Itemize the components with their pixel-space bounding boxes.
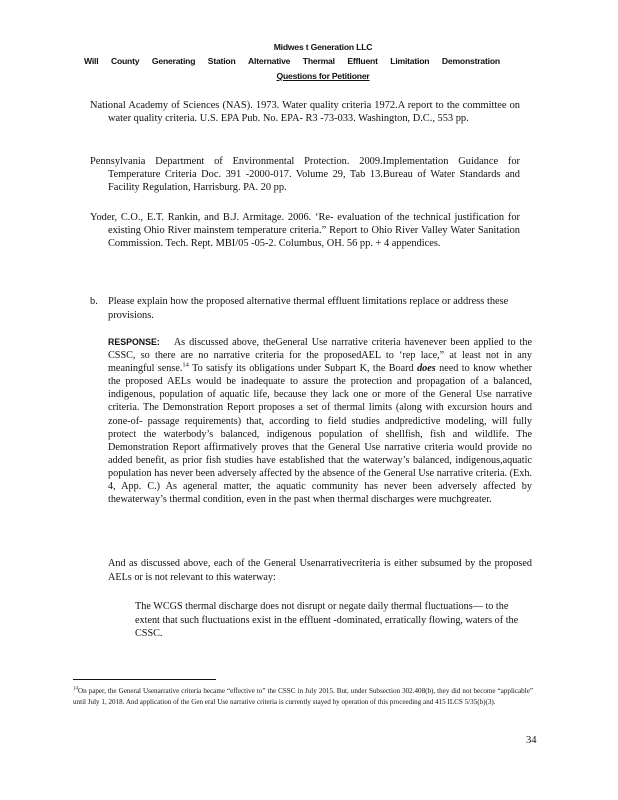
response-label: RESPONSE: (108, 337, 160, 347)
reference-text: Yoder, C.O., E.T. Rankin, and B.J. Armitage. 2006. ‘Re- evaluation of the technical justification for existing Ohio River mainstem temperature criteria.” Report to Ohio River Valley Water Sanitation Commission. Tech. Rept. MBI/05 -05-2. Columbus, OH. 56 pp. + 4 appendices. (90, 212, 520, 249)
subsumed-paragraph: And as discussed above, each of the General Usenarrativecriteria is either subsumed by the proposed AELs or is not relevant to this waterway: (108, 558, 532, 583)
footnote (73, 686, 533, 708)
footnote-number: 14 (73, 686, 78, 692)
bullet-item (118, 600, 532, 641)
header-word: Alternative (248, 56, 291, 66)
question-label: b. (90, 296, 98, 307)
header-word: Station (207, 56, 236, 66)
header-word: Effluent (347, 56, 378, 66)
header-title (0, 56, 618, 66)
response-paragraph (108, 336, 532, 506)
header-word: Will (84, 56, 99, 66)
reference-yoder (90, 211, 520, 250)
footnote-text: On paper, the General Usenarrative criteria became “effective to” the CSSC in July 2015. But, under Subsection 302.408(b), they did not become “applicable” until July 1, 2018. And application of the Gen eral Use narrative criteria is currently stayed by operation of this proceeding and 415 ILCS 5/35(b)(3). (73, 687, 533, 706)
response-text-part2: To satisfy its obligations under Subpart K, the Board (188, 363, 418, 375)
header-subtitle-text: Questions for Petitioner (276, 71, 370, 81)
footnote-reference[interactable]: 14 (182, 361, 189, 369)
response-text-part1: As discussed above, theGeneral Use narrative criteria havenever been applied to the CSSC, so there are no narrative criteria for the proposedAEL to ‘rep lace,” at least not in any meaningful sense. (108, 337, 532, 375)
response-emphasis: does (417, 363, 436, 375)
header-subtitle (0, 71, 618, 81)
header-company: Midwes t Generation LLC (273, 42, 373, 52)
header-word: County (110, 56, 140, 66)
reference-text: National Academy of Sciences (NAS). 1973. Water quality criteria 1972.A report to the committee on water quality criteria. U.S. EPA Pub. No. EPA- R3 -73-033. Washington, D.C., 553 pp. (90, 100, 520, 124)
header-word: Limitation (390, 56, 430, 66)
reference-nas (90, 99, 520, 125)
response-text-part3: need to know whether the proposed AELs would be inadequate to assure the protection and propagation of a balanced, indigenous, population of aquatic life, because they lack one or more of the General Use narrative criteria. The Demonstration Report proposes a set of thermal limits (along with excursion hours and zone-of- passage requirements) that, according to field studies andpredictive modeling, will fully protect the waterbody’s balanced, indigenous population of shellfish, fish and wildlife. The Demonstration Report affirmatively proves that the General Use narrative criteria would provide no added benefit, as prior fish studies have established that the waterway’s balanced, indigenous,aquatic population has never been adversely affected by the absence of the General Use narrative criteria. (Exh. 4, App. C.) As ageneral matter, the aquatic community has never been adversely affected by thewaterway’s thermal condition, even in the past when thermal discharges were muchgreater. (108, 363, 532, 506)
header-word: Thermal (302, 56, 335, 66)
reference-text: Pennsylvania Department of Environmental Protection. 2009.Implementation Guidance for Temperature Criteria Doc. 391 -2000-017. Volume 29, Tab 13.Bureau of Water Standards and Facility Regulation, Harrisburg. PA. 20 pp. (90, 156, 520, 193)
reference-pa-dep (90, 155, 520, 194)
page-number: 34 (526, 735, 537, 746)
question-text: Please explain how the proposed alternative thermal effluent limitations replace or address these provisions. (108, 296, 509, 321)
header-word: Generating (151, 56, 196, 66)
footnote-divider (73, 679, 216, 680)
bullet-text: The WCGS thermal discharge does not disrupt or negate daily thermal fluctuations— to the extent that such fluctuations exist in the effluent -dominated, erratically flowing, waters of the CSSC. (135, 601, 519, 639)
header-word: Demonstration (441, 56, 500, 66)
question-b (90, 295, 520, 322)
